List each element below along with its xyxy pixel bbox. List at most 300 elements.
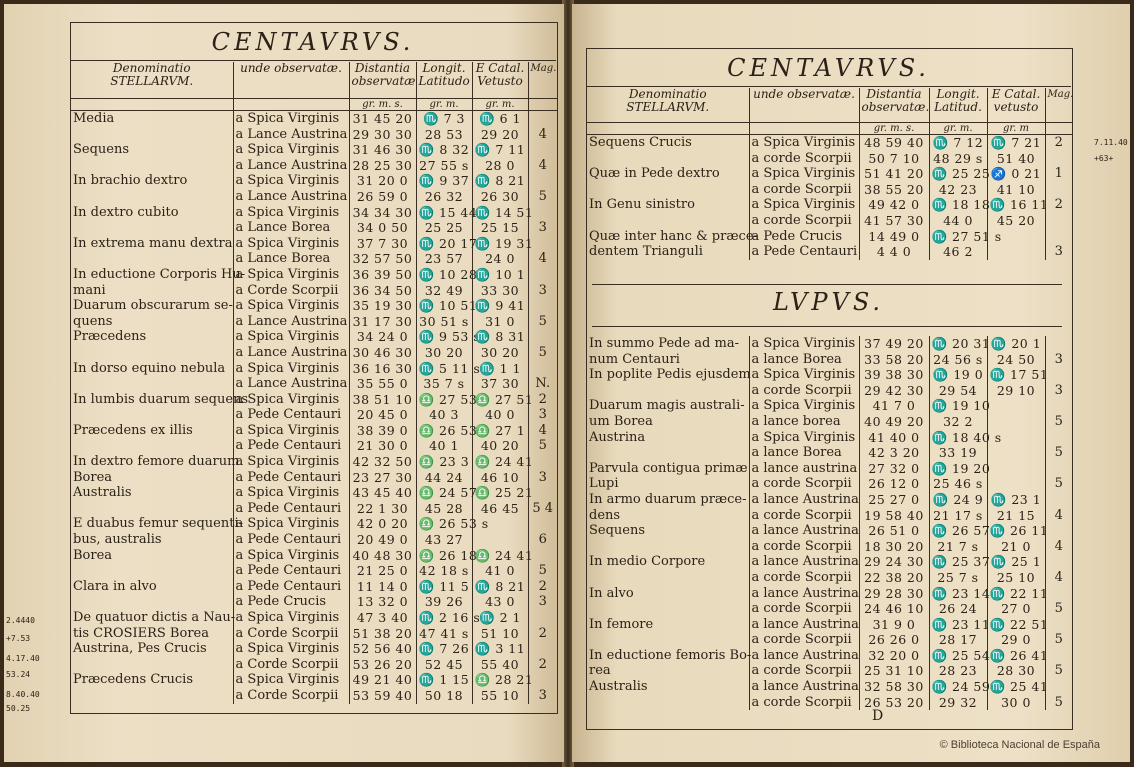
longitude-value: 23 57 xyxy=(416,251,472,267)
longitude-value: ♏ 10 28 s xyxy=(416,267,472,283)
magnitude-value: 4 xyxy=(528,158,557,174)
catalog-value: 24 50 xyxy=(987,352,1045,368)
star-description: In dextro cubito xyxy=(73,204,179,220)
catalog-value: 30 0 xyxy=(987,695,1045,711)
distance-value: 21 30 0 xyxy=(349,438,416,454)
catalog-value: 29 0 xyxy=(987,632,1045,648)
longitude-value: 35 7 s xyxy=(416,376,472,392)
longitude-value: ♏ 25 25 xyxy=(929,166,987,182)
longitude-value: 44 0 xyxy=(929,213,987,229)
star-description xyxy=(71,563,233,579)
table-row xyxy=(71,142,557,158)
table-row xyxy=(71,594,557,610)
distance-value: 49 42 0 xyxy=(859,197,929,213)
magnitude-value xyxy=(1045,398,1072,414)
distance-value: 51 41 20 xyxy=(859,166,929,182)
observed-from: a lance Austrina xyxy=(749,492,859,508)
table-row xyxy=(587,539,1072,555)
star-description: tis CROSIERS Borea xyxy=(73,625,209,641)
distance-value: 22 38 20 xyxy=(859,570,929,586)
magnitude-value: 3 xyxy=(528,283,557,299)
star-description: In extrema manu dextra xyxy=(73,235,233,251)
distance-value: 41 7 0 xyxy=(859,398,929,414)
catalog-value: ♏ 22 51 xyxy=(987,617,1045,633)
table-row xyxy=(587,663,1072,679)
longitude-value: ♏ 23 14 xyxy=(929,586,987,602)
magnitude-value: 3 xyxy=(1045,352,1072,368)
catalog-value xyxy=(472,532,528,548)
observed-from: a Spica Virginis xyxy=(233,610,349,626)
header-unde: unde observatæ. xyxy=(749,88,859,123)
longitude-value: 25 25 xyxy=(416,220,472,236)
distance-value: 29 30 30 xyxy=(349,127,416,143)
star-description xyxy=(587,601,749,617)
star-description xyxy=(587,632,749,648)
catalog-value: ♏ 14 51 xyxy=(472,205,528,221)
observed-from: a lance Austrina xyxy=(749,648,859,664)
catalog-value: ♏ 26 11 xyxy=(987,523,1045,539)
longitude-value: ♏ 20 31 xyxy=(929,336,987,352)
distance-value: 41 57 30 xyxy=(859,213,929,229)
magnitude-value: 3 xyxy=(528,688,557,704)
distance-value: 25 27 0 xyxy=(859,492,929,508)
star-description xyxy=(587,539,749,555)
magnitude-value: 5 xyxy=(528,438,557,454)
observed-from: a Corde Scorpii xyxy=(233,626,349,642)
star-description: rea xyxy=(589,663,611,679)
observed-from: a Spica Virginis xyxy=(233,173,349,189)
longitude-value: 42 23 xyxy=(929,182,987,198)
longitude-value: ♎ 26 53 xyxy=(416,423,472,439)
observed-from: a Pede Centauri xyxy=(233,563,349,579)
observed-from: a Spica Virginis xyxy=(233,485,349,501)
magnitude-value: 5 xyxy=(1045,601,1072,617)
table-row xyxy=(587,648,1072,664)
lupus-table-body xyxy=(587,336,1072,710)
observed-from: a Spica Virginis xyxy=(233,111,349,127)
distance-value: 26 12 0 xyxy=(859,476,929,492)
longitude-value: ♏ 20 17 s xyxy=(416,236,472,252)
table-row xyxy=(587,367,1072,383)
table-row xyxy=(71,485,557,501)
observed-from: a Pede Centauri xyxy=(233,438,349,454)
distance-value: 13 32 0 xyxy=(349,594,416,610)
magnitude-value xyxy=(528,641,557,657)
table-row xyxy=(71,454,557,470)
table-row xyxy=(587,182,1072,198)
observed-from: a Spica Virginis xyxy=(749,197,859,213)
observed-from: a Spica Virginis xyxy=(749,398,859,414)
header-distantia: Distantia observatæ. xyxy=(859,88,929,123)
table-row xyxy=(587,352,1072,368)
star-description: quens xyxy=(73,313,113,329)
distance-value: 23 27 30 xyxy=(349,470,416,486)
observed-from: a corde Scorpii xyxy=(749,663,859,679)
longitude-value: 26 24 xyxy=(929,601,987,617)
catalog-value: ♏ 2 1 xyxy=(472,610,528,626)
longitude-value: ♏ 10 51 s xyxy=(416,298,472,314)
magnitude-value xyxy=(1045,182,1072,198)
table-row xyxy=(71,610,557,626)
table-row xyxy=(71,345,557,361)
observed-from: a Pede Crucis xyxy=(749,229,859,245)
distance-value: 31 46 30 xyxy=(349,142,416,158)
star-description xyxy=(71,501,233,517)
distance-value: 32 57 50 xyxy=(349,251,416,267)
distance-value: 42 0 20 xyxy=(349,516,416,532)
table-row xyxy=(71,641,557,657)
star-description: Borea xyxy=(73,547,113,563)
catalog-value: ♏ 16 11 xyxy=(987,197,1045,213)
header-unde: unde observatæ. xyxy=(233,62,349,99)
magnitude-value: 3 xyxy=(1045,244,1072,260)
observed-from: a Spica Virginis xyxy=(233,142,349,158)
right-table-body xyxy=(587,135,1072,260)
longitude-value: 30 51 s xyxy=(416,314,472,330)
header-longitudo: Longit. Latitud. xyxy=(929,88,987,123)
catalog-value xyxy=(987,461,1045,477)
catalog-value: 28 0 xyxy=(472,158,528,174)
observed-from: a Corde Scorpii xyxy=(233,688,349,704)
catalog-value: ♏ 26 41 xyxy=(987,648,1045,664)
star-description: Sequens xyxy=(589,523,646,539)
table-row xyxy=(71,470,557,486)
catalog-value: ♏ 7 21 xyxy=(987,135,1045,151)
longitude-value: ♏ 9 37 xyxy=(416,173,472,189)
catalog-value: 55 10 xyxy=(472,688,528,704)
distance-value: 40 48 30 xyxy=(349,548,416,564)
magnitude-value xyxy=(528,298,557,314)
table-row xyxy=(587,570,1072,586)
distance-value: 38 51 10 xyxy=(349,392,416,408)
observed-from: a lance Austrina xyxy=(749,586,859,602)
star-description: Parvula contigua primæ xyxy=(589,460,748,476)
observed-from: a Lance Austrina xyxy=(233,158,349,174)
distance-value: 47 3 40 xyxy=(349,610,416,626)
table-row xyxy=(71,158,557,174)
distance-value: 29 42 30 xyxy=(859,383,929,399)
star-description xyxy=(587,695,749,711)
observed-from: a Pede Centauri xyxy=(233,501,349,517)
longitude-value: 45 28 xyxy=(416,501,472,517)
unit: m. xyxy=(890,123,903,134)
header-catalogus: E Catal. Vetusto xyxy=(472,62,528,99)
longitude-value: ♏ 9 53 s xyxy=(416,329,472,345)
left-page-title: CENTAVRVS. xyxy=(211,28,415,56)
catalog-value: 25 15 xyxy=(472,220,528,236)
observed-from: a corde Scorpii xyxy=(749,632,859,648)
catalog-value: 29 20 xyxy=(472,127,528,143)
observed-from: a Spica Virginis xyxy=(233,641,349,657)
table-row xyxy=(587,586,1072,602)
distance-value: 35 55 0 xyxy=(349,376,416,392)
table-row xyxy=(587,135,1072,151)
distance-value: 26 26 0 xyxy=(859,632,929,648)
observed-from: a Lance Borea xyxy=(233,220,349,236)
observed-from: a Spica Virginis xyxy=(233,548,349,564)
table-row xyxy=(71,438,557,454)
distance-value: 35 19 30 xyxy=(349,298,416,314)
magnitude-value: N. xyxy=(528,376,557,392)
magnitude-value xyxy=(1045,586,1072,602)
margin-note: 2.4440 xyxy=(6,616,35,625)
longitude-value: ♏ 25 54 xyxy=(929,648,987,664)
longitude-value: 28 23 xyxy=(929,663,987,679)
longitude-value: 25 7 s xyxy=(929,570,987,586)
table-row xyxy=(587,601,1072,617)
unit: m. xyxy=(445,99,459,110)
catalog-value: 24 0 xyxy=(472,251,528,267)
observed-from: a Pede Crucis xyxy=(233,594,349,610)
left-star-table xyxy=(71,62,557,704)
star-description: Lupi xyxy=(589,476,619,492)
observed-from: a Lance Borea xyxy=(233,251,349,267)
magnitude-value xyxy=(1045,617,1072,633)
observed-from: a corde Scorpii xyxy=(749,539,859,555)
catalog-value xyxy=(987,445,1045,461)
star-description: In brachio dextro xyxy=(73,173,188,189)
longitude-value: 28 53 xyxy=(416,127,472,143)
table-row xyxy=(71,220,557,236)
table-row xyxy=(71,548,557,564)
catalog-value: 40 0 xyxy=(472,407,528,423)
table-row xyxy=(71,579,557,595)
observed-from: a Spica Virginis xyxy=(233,392,349,408)
magnitude-value: 2 xyxy=(528,392,557,408)
distance-value: 38 39 0 xyxy=(349,423,416,439)
magnitude-value: 5 xyxy=(1045,476,1072,492)
magnitude-value xyxy=(528,329,557,345)
distance-value: 20 49 0 xyxy=(349,532,416,548)
distance-value: 29 24 30 xyxy=(859,554,929,570)
table-row xyxy=(587,476,1072,492)
observed-from: a Spica Virginis xyxy=(233,672,349,688)
table-row xyxy=(71,688,557,704)
star-description: In armo duarum præce- xyxy=(589,491,747,507)
observed-from: a corde Scorpii xyxy=(749,570,859,586)
distance-value: 4 4 0 xyxy=(859,244,929,260)
magnitude-value: 5 xyxy=(1045,632,1072,648)
observed-from: a lance Borea xyxy=(749,445,859,461)
observed-from: a Spica Virginis xyxy=(233,205,349,221)
unit: m xyxy=(1019,123,1029,134)
magnitude-value xyxy=(528,111,557,127)
table-row xyxy=(587,492,1072,508)
star-description: Australis xyxy=(73,485,132,501)
magnitude-value: 4 xyxy=(528,251,557,267)
observed-from: a corde Scorpii xyxy=(749,383,859,399)
distance-value: 31 20 0 xyxy=(349,173,416,189)
table-row xyxy=(71,501,557,517)
catalog-value: ♏ 6 1 xyxy=(472,111,528,127)
table-row xyxy=(71,189,557,205)
star-description: In Genu sinistro xyxy=(589,197,695,213)
star-description: In eductione Corporis Hu- xyxy=(73,266,246,282)
longitude-value: 42 18 s xyxy=(416,563,472,579)
star-description: um Borea xyxy=(589,413,653,429)
magnitude-value: 5 xyxy=(528,314,557,330)
distance-value: 19 58 40 xyxy=(859,508,929,524)
star-description: Sequens Crucis xyxy=(589,135,692,150)
distance-value: 26 53 20 xyxy=(859,695,929,711)
header-denominatio: Denominatio STELLARVM. xyxy=(71,62,233,99)
observed-from: a Spica Virginis xyxy=(233,361,349,377)
magnitude-value xyxy=(1045,523,1072,539)
longitude-value: ♏ 23 11 xyxy=(929,617,987,633)
distance-value: 34 34 30 xyxy=(349,205,416,221)
star-description xyxy=(71,189,233,205)
distance-value: 39 38 30 xyxy=(859,367,929,383)
distance-value: 34 0 50 xyxy=(349,220,416,236)
longitude-value: ♏ 25 37 xyxy=(929,554,987,570)
magnitude-value xyxy=(528,173,557,189)
observed-from: a Spica Virginis xyxy=(233,423,349,439)
distance-value: 37 49 20 xyxy=(859,336,929,352)
longitude-value: ♎ 26 18 xyxy=(416,548,472,564)
magnitude-value: 3 xyxy=(528,470,557,486)
star-description: In medio Corpore xyxy=(589,554,706,570)
observed-from: a Lance Austrina xyxy=(233,314,349,330)
magnitude-value: 4 xyxy=(1045,508,1072,524)
star-description: Australis xyxy=(589,679,648,695)
star-description xyxy=(71,657,233,673)
distance-value: 32 58 30 xyxy=(859,679,929,695)
star-description: Duarum obscurarum se- xyxy=(73,298,233,314)
distance-value: 31 45 20 xyxy=(349,111,416,127)
table-row xyxy=(587,229,1072,245)
catalog-value: ♏ 10 1 xyxy=(472,267,528,283)
catalog-value: 27 0 xyxy=(987,601,1045,617)
observed-from: a Spica Virginis xyxy=(233,236,349,252)
star-description xyxy=(587,151,749,167)
table-row xyxy=(71,298,557,314)
table-row xyxy=(71,376,557,392)
table-row xyxy=(587,508,1072,524)
star-description: bus, australis xyxy=(73,532,162,548)
header-magnitudo: Mag. xyxy=(1045,88,1072,123)
star-description xyxy=(71,594,233,610)
distance-value: 37 7 30 xyxy=(349,236,416,252)
distance-value: 36 39 50 xyxy=(349,267,416,283)
catalog-value: 45 20 xyxy=(987,213,1045,229)
table-row xyxy=(587,336,1072,352)
star-description xyxy=(71,127,233,143)
magnitude-value: 6 xyxy=(528,532,557,548)
table-row xyxy=(71,329,557,345)
longitude-value: ♏ 18 18 s xyxy=(929,197,987,213)
observed-from: a Lance Austrina xyxy=(233,189,349,205)
magnitude-value: 5 xyxy=(528,189,557,205)
longitude-value: ♏ 19 0 xyxy=(929,367,987,383)
longitude-value: 44 24 xyxy=(416,470,472,486)
observed-from: a lance Austrina xyxy=(749,617,859,633)
longitude-value: ♏ 7 26 xyxy=(416,641,472,657)
magnitude-value xyxy=(1045,213,1072,229)
distance-value: 36 34 50 xyxy=(349,283,416,299)
longitude-value: 28 17 xyxy=(929,632,987,648)
longitude-value: 24 56 s xyxy=(929,352,987,368)
distance-value: 21 25 0 xyxy=(349,563,416,579)
longitude-value: 48 29 s xyxy=(929,151,987,167)
catalog-value xyxy=(987,244,1045,260)
right-page-title: CENTAVRVS. xyxy=(727,54,930,82)
lupus-rule-top xyxy=(592,284,1062,285)
magnitude-value xyxy=(1045,229,1072,245)
longitude-value: 21 7 s xyxy=(929,539,987,555)
observed-from: a Pede Centauri xyxy=(233,532,349,548)
table-row xyxy=(71,392,557,408)
distance-value: 31 17 30 xyxy=(349,314,416,330)
distance-value: 28 25 30 xyxy=(349,158,416,174)
star-description: In dorso equino nebula xyxy=(73,360,226,376)
magnitude-value: 5 xyxy=(1045,663,1072,679)
longitude-value: ♏ 24 9 xyxy=(929,492,987,508)
lupus-rule-bottom xyxy=(592,326,1062,327)
longitude-value: ♏ 15 44 xyxy=(416,205,472,221)
star-description: In poplite Pedis ejusdem xyxy=(589,367,751,383)
longitude-value: 27 55 s xyxy=(416,158,472,174)
catalog-value: ♏ 7 11 xyxy=(472,142,528,158)
observed-from: a corde Scorpii xyxy=(749,601,859,617)
units-row xyxy=(587,123,1072,135)
table-row xyxy=(71,236,557,252)
distance-value: 11 14 0 xyxy=(349,579,416,595)
distance-value: 14 49 0 xyxy=(859,229,929,245)
table-row xyxy=(71,657,557,673)
unit: m. xyxy=(378,99,392,110)
magnitude-value: 3 xyxy=(528,594,557,610)
star-description: Clara in alvo xyxy=(73,578,157,594)
observed-from: a Spica Virginis xyxy=(749,430,859,446)
catalog-value: 25 10 xyxy=(987,570,1045,586)
magnitude-value xyxy=(1045,151,1072,167)
observed-from: a lance borea xyxy=(749,414,859,430)
distance-value: 34 24 0 xyxy=(349,329,416,345)
distance-value: 53 26 20 xyxy=(349,657,416,673)
observed-from: a Pede Centauri xyxy=(233,579,349,595)
longitude-value: 32 2 xyxy=(929,414,987,430)
catalog-value: 33 30 xyxy=(472,283,528,299)
observed-from: a Spica Virginis xyxy=(749,336,859,352)
right-page xyxy=(572,4,1130,762)
longitude-value: 33 19 xyxy=(929,445,987,461)
longitude-value: 50 18 xyxy=(416,688,472,704)
distance-value: 53 59 40 xyxy=(349,688,416,704)
distance-value: 32 20 0 xyxy=(859,648,929,664)
table-row xyxy=(71,532,557,548)
unit: gr. xyxy=(485,99,499,110)
catalog-value: ♏ 3 11 xyxy=(472,641,528,657)
catalog-value: ♎ 28 21 xyxy=(472,672,528,688)
margin-note: 8.40.40 xyxy=(6,690,40,699)
catalog-value: ♎ 25 21 xyxy=(472,485,528,501)
star-description: Præcedens Crucis xyxy=(73,672,193,688)
table-row xyxy=(587,398,1072,414)
unit: gr. xyxy=(429,99,443,110)
star-description xyxy=(71,376,233,392)
unit: gr. xyxy=(362,99,376,110)
distance-value: 25 31 10 xyxy=(859,663,929,679)
longitude-value: ♏ 26 57 s xyxy=(929,523,987,539)
magnitude-value: 3 xyxy=(528,220,557,236)
left-page xyxy=(4,4,564,762)
star-description xyxy=(71,220,233,236)
margin-note: +7.53 xyxy=(6,634,31,643)
magnitude-value: 2 xyxy=(1045,135,1072,151)
distance-value: 40 49 20 xyxy=(859,414,929,430)
magnitude-value xyxy=(1045,461,1072,477)
catalog-value: ♏ 22 11 xyxy=(987,586,1045,602)
